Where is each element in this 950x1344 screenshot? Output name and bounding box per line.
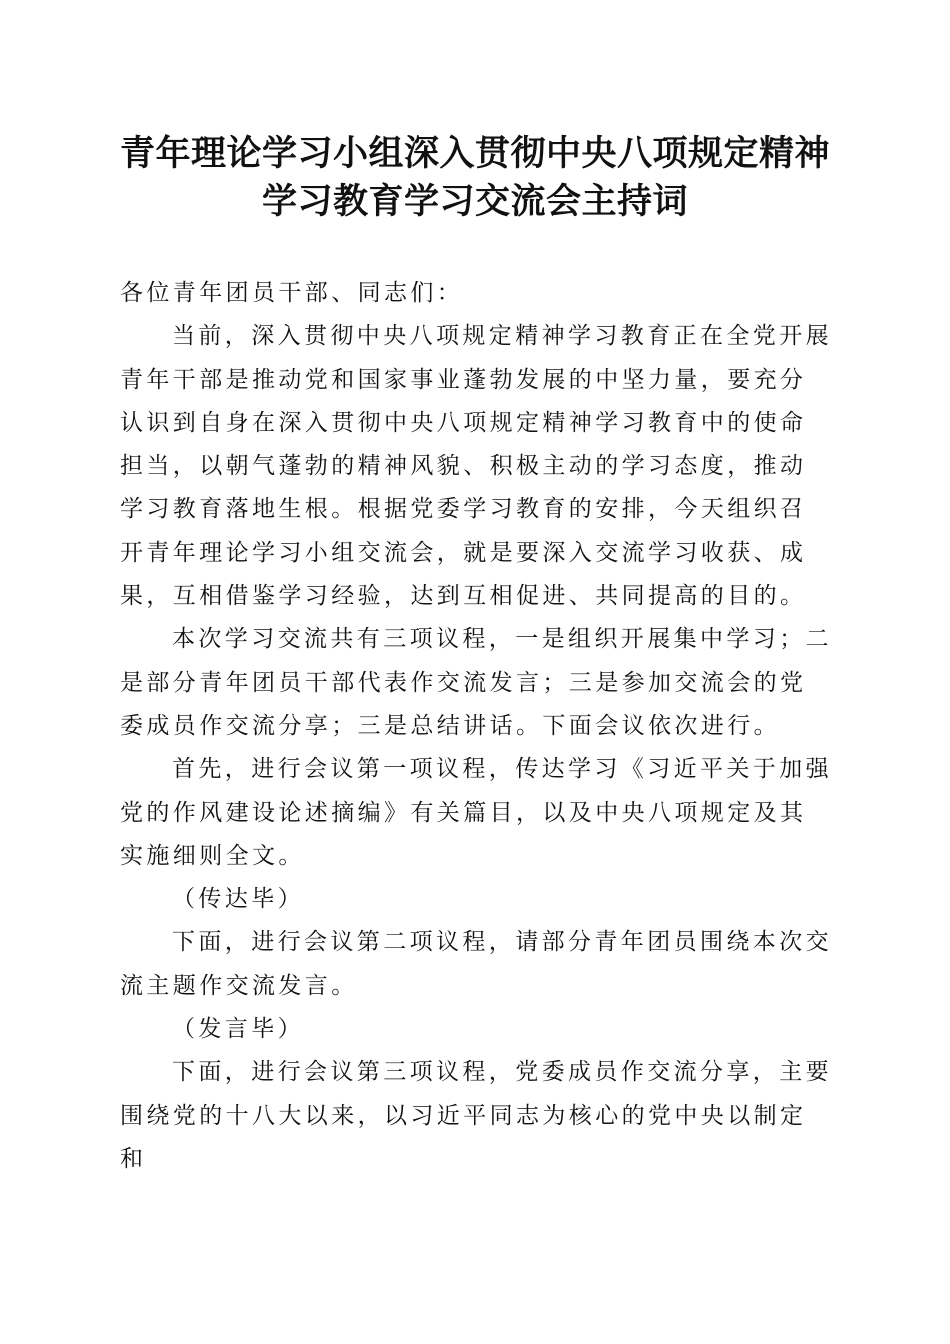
paragraph-item-one: 首先，进行会议第一项议程，传达学习《习近平关于加强党的作风建设论述摘编》有关篇目，以及中央八项规定及其实施细则全文。 <box>120 756 832 869</box>
title-line-2: 学习教育学习交流会主持词 <box>261 181 688 222</box>
paragraph-agenda: 本次学习交流共有三项议程，一是组织开展集中学习；二是部分青年团员干部代表作交流发言；三是参加交流会的党委成员作交流分享；三是总结讲话。下面会议依次进行。 <box>120 626 832 739</box>
note-speech-done: （发言毕） <box>172 1016 304 1043</box>
document-body <box>120 272 832 1181</box>
greeting: 各位青年团员干部、同志们： <box>120 280 464 306</box>
document-title <box>100 130 850 226</box>
paragraph-intro: 当前，深入贯彻中央八项规定精神学习教育正在全党开展青年干部是推动党和国家事业蓬勃发展的中坚力量，要充分认识到自身在深入贯彻中央八项规定精神学习教育中的使命担当，以朝气蓬勃的精神风貌、积极主动的学习态度，推动学习教育落地生根。根据党委学习教育的安排，今天组织召开青年理论学习小组交流会，就是要深入交流学习收获、成果，互相借鉴学习经验，达到互相促进、共同提高的目的。 <box>120 323 832 610</box>
note-relay-done: （传达毕） <box>172 886 304 913</box>
paragraph-item-two: 下面，进行会议第二项议程，请部分青年团员围绕本次交流主题作交流发言。 <box>120 929 832 999</box>
title-line-1: 青年理论学习小组深入贯彻中央八项规定精神 <box>119 133 830 174</box>
paragraph-item-three: 下面，进行会议第三项议程，党委成员作交流分享，主要围绕党的十八大以来，以习近平同志为核心的党中央以制定和 <box>120 1059 832 1172</box>
